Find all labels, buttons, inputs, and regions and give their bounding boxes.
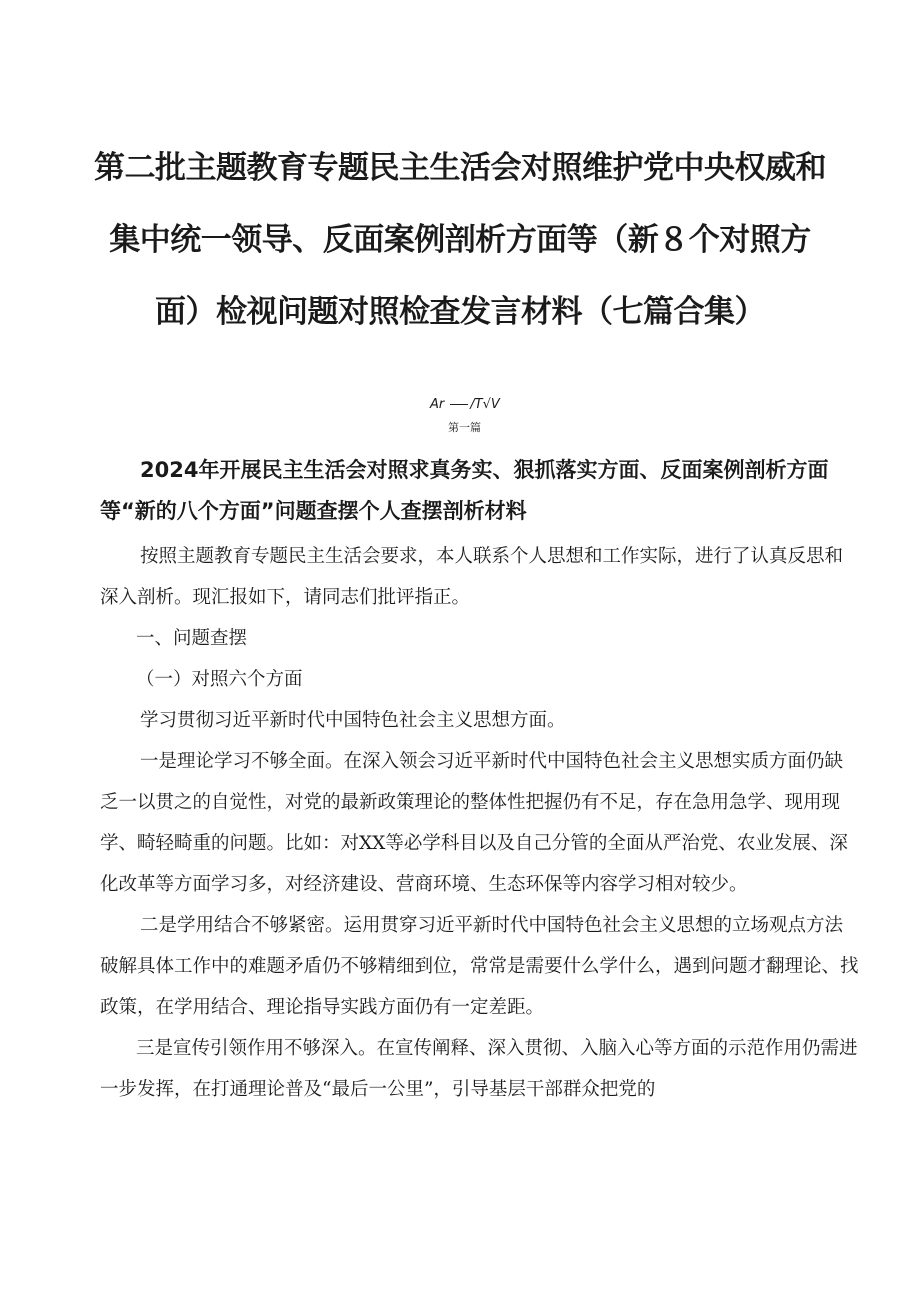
issue-paragraph-3: 三是宣传引领作用不够深入。在宣传阐释、深入贯彻、入脑入心等方面的示范作用仍需进一步发挥，在打通理论普及“最后一公里”，引导基层干部群众把党的 — [100, 1038, 858, 1100]
article-subtitle: 2024年开展民主生活会对照求真务实、狠抓落实方面、反面案例剖析方面等“新的八个方面”问题查摆个人查摆剖析材料 — [100, 458, 829, 523]
issue-paragraph-2: 二是学用结合不够紧密。运用贯穿习近平新时代中国特色社会主义思想的立场观点方法破解具体工作中的难题矛盾仍不够精细到位，常常是需要什么学什么，遇到问题才翻理论、找政策，在学用结合、理论指导实践方面仍有一定差距。 — [100, 915, 859, 1018]
article-body — [100, 536, 860, 1110]
title-line-2: 集中统一领导、反面案例剖析方面等（新８个对照方 — [109, 222, 811, 258]
intro-paragraph: 按照主题教育专题民主生活会要求，本人联系个人思想和工作实际，进行了认真反思和深入剖析。现汇报如下，请同志们批评指正。 — [100, 546, 844, 608]
title-line-3: 面）检视问题对照检查发言材料（七篇合集） — [155, 294, 765, 330]
title-line-1: 第二批主题教育专题民主生活会对照维护党中央权威和 — [94, 150, 826, 186]
section-ornament — [430, 396, 550, 414]
document-title — [60, 132, 860, 348]
ornament-right-text: /T√V — [470, 397, 500, 412]
section-heading: 一、问题查摆 — [136, 628, 248, 649]
subsection-heading: （一）对照六个方面 — [136, 669, 303, 690]
chapter-label: 第一篇 — [448, 421, 481, 434]
issue-paragraph-1: 一是理论学习不够全面。在深入领会习近平新时代中国特色社会主义思想实质方面仍缺乏一以贯之的自觉性，对党的最新政策理论的整体性把握仍有不足，存在急用急学、现用现学、畸轻畸重的问题。比如：对XX等必学科目以及自己分管的全面从严治党、农业发展、深化改革等方面学习多，对经济建设、营商环境、生态环保等内容学习相对较少。 — [100, 751, 848, 895]
ornament-rule — [450, 404, 468, 405]
topic-heading: 学习贯彻习近平新时代中国特色社会主义思想方面。 — [140, 710, 566, 731]
ornament-left-text: Ar — [430, 397, 445, 412]
